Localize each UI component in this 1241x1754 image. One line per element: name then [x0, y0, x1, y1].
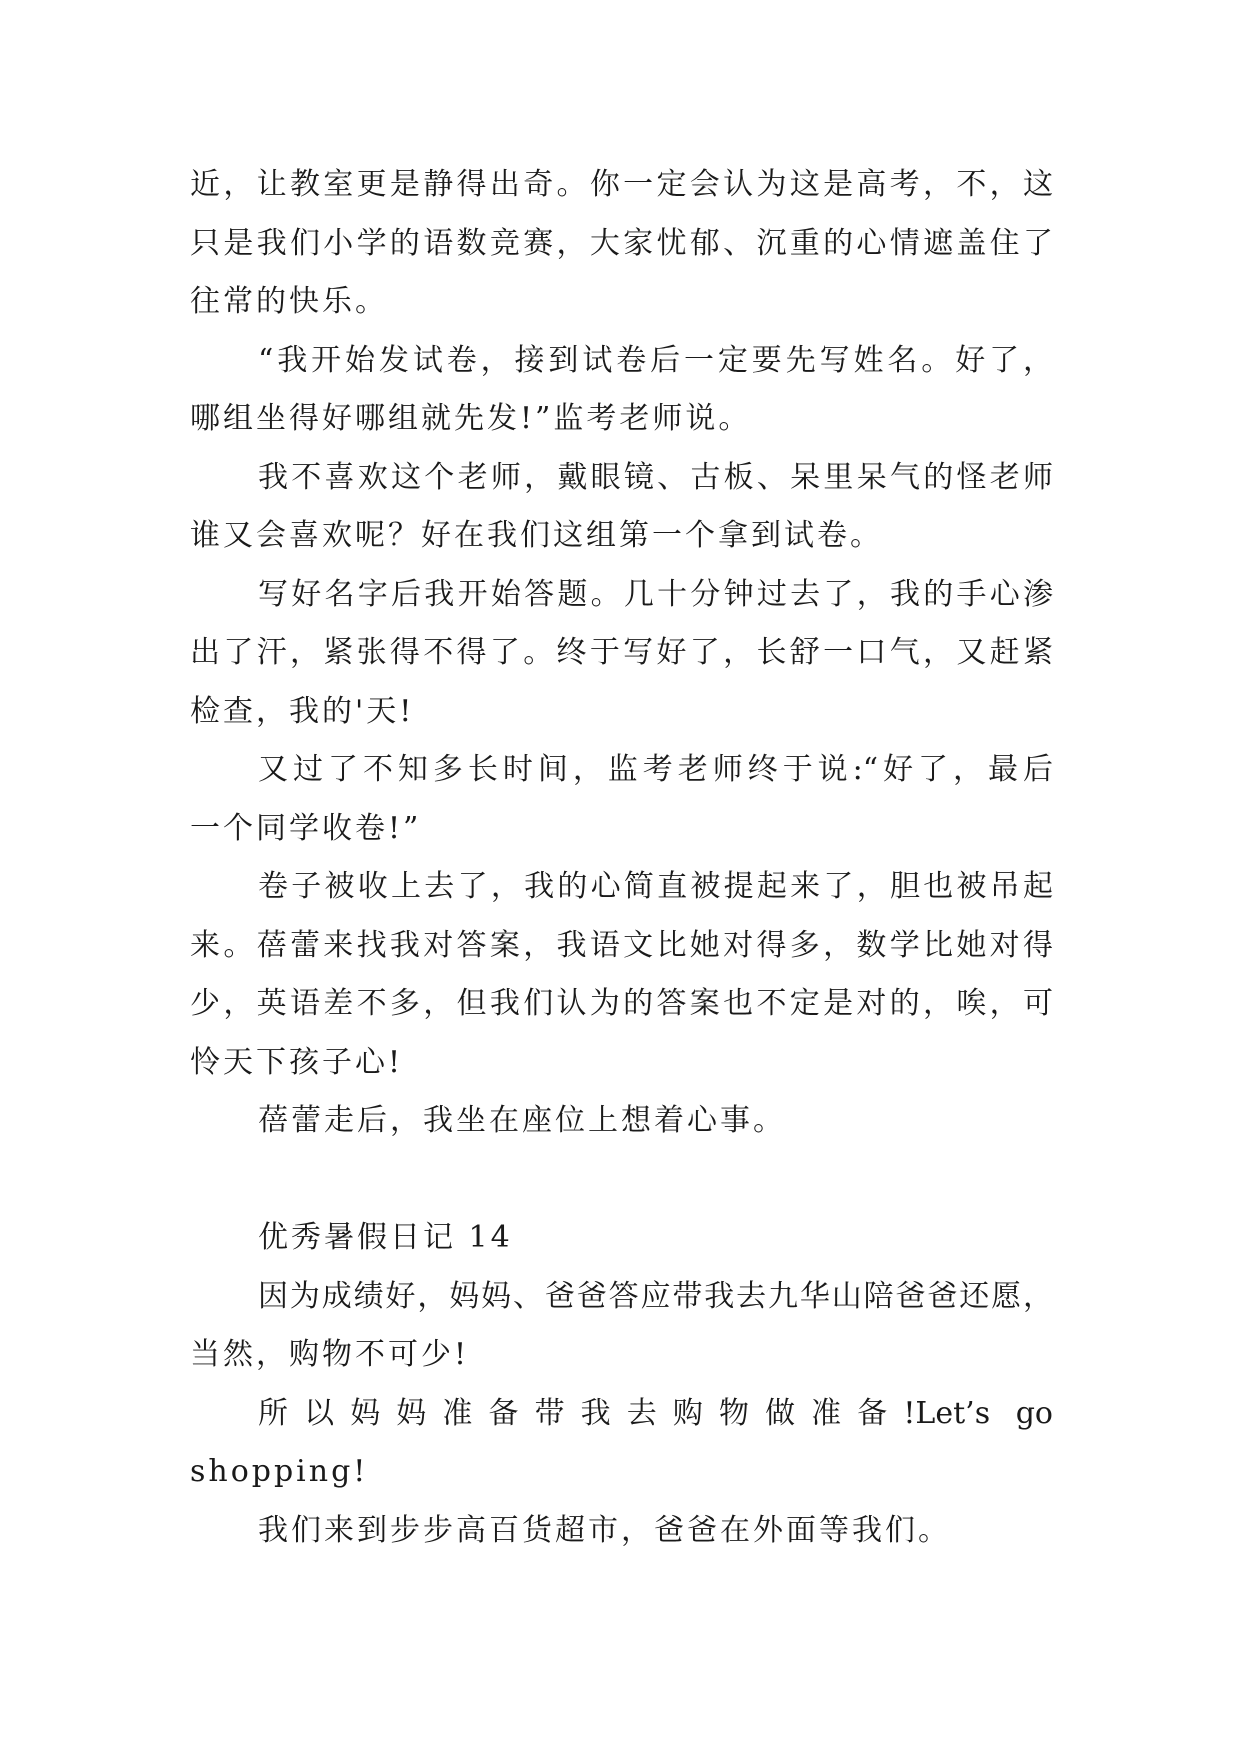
text-line: 谁又会喜欢呢？好在我们这组第一个拿到试卷。 [190, 518, 883, 553]
text-line: 近，让教室更是静得出奇。你一定会认为这是高考，不，这 [190, 167, 1053, 202]
text-line: 只是我们小学的语数竞赛，大家忧郁、沉重的心情遮盖住了 [190, 225, 1053, 261]
text-line: 我不喜欢这个老师，戴眼镜、古板、呆里呆气的怪老师 [258, 459, 1053, 495]
text-line: 写好名字后我开始答题。几十分钟过去了，我的手心渗 [258, 576, 1053, 612]
text-line: 怜天下孩子心! [190, 1044, 404, 1080]
text-line: 少，英语差不多，但我们认为的答案也不定是对的，唉，可 [190, 986, 1053, 1021]
text-line: 来。蓓蕾来找我对答案，我语文比她对得多，数学比她对得 [190, 927, 1053, 963]
paragraph [190, 1268, 1053, 1385]
document-body [190, 156, 1053, 1560]
paragraph [190, 332, 1053, 449]
paragraph [190, 566, 1053, 742]
text-line: 我们来到步步高百货超市，爸爸在外面等我们。 [258, 1512, 951, 1548]
paragraph [190, 156, 1053, 332]
text-line: 出了汗，紧张得不得了。终于写好了，长舒一口气，又赶紧 [190, 635, 1053, 670]
paragraph [190, 449, 1053, 566]
text-line: 又过了不知多长时间，监考老师终于说:“好了，最后 [258, 752, 1053, 787]
text-line: 卷子被收上去了，我的心简直被提起来了，胆也被吊起 [258, 869, 1053, 904]
paragraph [190, 741, 1053, 858]
paragraph [190, 1385, 1053, 1502]
paragraph [190, 1502, 1053, 1561]
text-line: 检查，我的'天! [190, 693, 415, 729]
text-line: 往常的快乐。 [190, 284, 388, 319]
text-line: 所以妈妈准备带我去购物做准备!Let’s go [258, 1395, 1053, 1431]
text-line: 当然，购物不可少! [190, 1337, 470, 1372]
text-line: “我开始发试卷，接到试卷后一定要先写姓名。好了， [258, 342, 1053, 378]
text-line: 哪组坐得好哪组就先发!”监考老师说。 [190, 401, 752, 436]
text-line: 因为成绩好，妈妈、爸爸答应带我去九华山陪爸爸还愿， [258, 1278, 1053, 1314]
paragraph [190, 1092, 1053, 1151]
entry-title: 优秀暑假日记 14 [258, 1220, 513, 1255]
text-line: 蓓蕾走后，我坐在座位上想着心事。 [258, 1103, 786, 1138]
text-line: shopping! [190, 1454, 369, 1489]
blank-line [190, 1151, 1053, 1210]
text-line: 一个同学收卷!” [190, 810, 422, 846]
paragraph [190, 858, 1053, 1092]
